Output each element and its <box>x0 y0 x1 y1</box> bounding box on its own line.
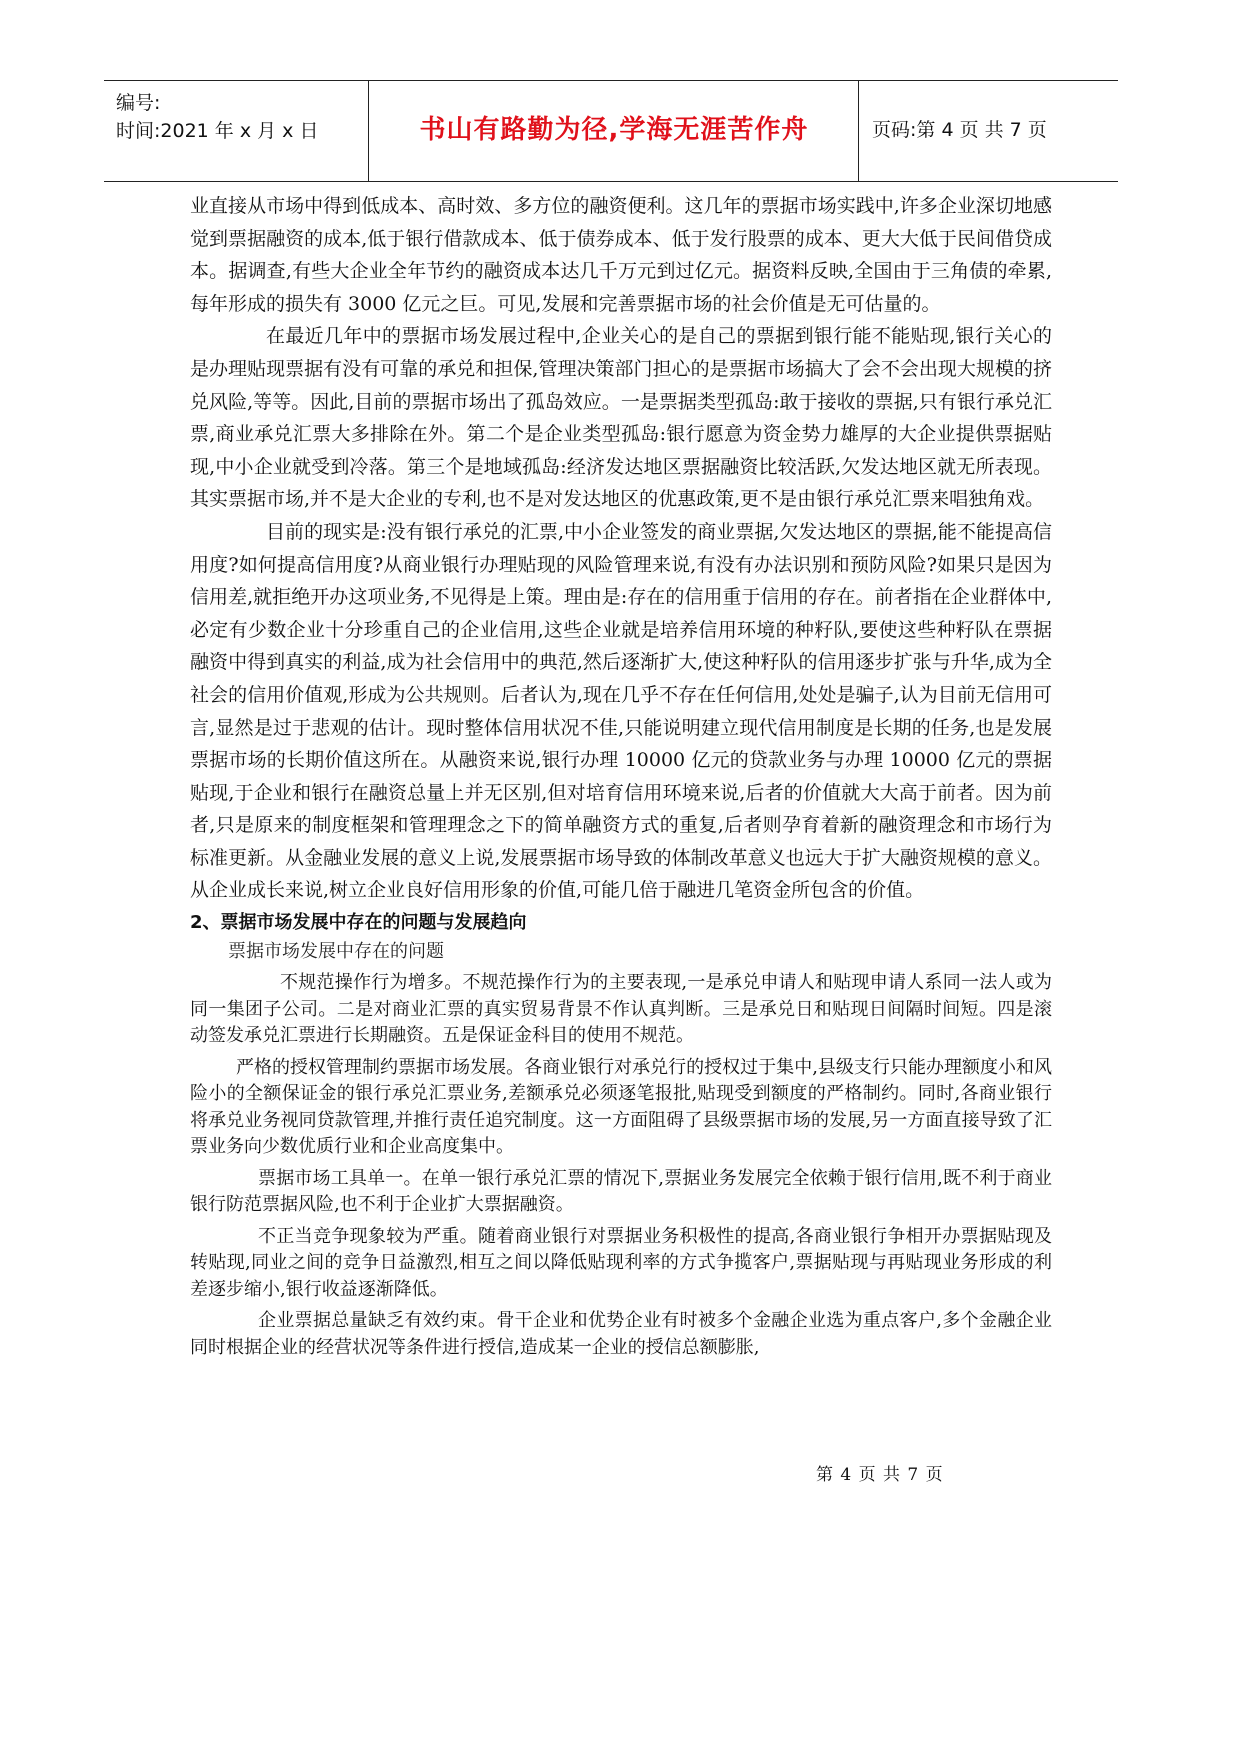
page-header <box>104 80 1118 182</box>
paragraph-3: 目前的现实是:没有银行承兑的汇票,中小企业签发的商业票据,欠发达地区的票据,能不能提高信用度?如何提高信用度?从商业银行办理贴现的风险管理来说,有没有办法识别和预防风险?如果只是因为信用差,就拒绝开办这项业务,不见得是上策。理由是:存在的信用重于信用的存在。前者指在企业群体中,必定有少数企业十分珍重自己的企业信用,这些企业就是培养信用环境的种籽队,要使这些种籽队在票据融资中得到真实的利益,成为社会信用中的典范,然后逐渐扩大,使这种籽队的信用逐步扩张与升华,成为全社会的信用价值观,形成为公共规则。后者认为,现在几乎不存在任何信用,处处是骗子,认为目前无信用可言,显然是过于悲观的估计。现时整体信用状况不佳,只能说明建立现代信用制度是长期的任务,也是发展票据市场的长期价值这所在。从融资来说,银行办理 10000 亿元的贷款业务与办理 10000 亿元的票据贴现,于企业和银行在融资总量上并无区别,但对培育信用环境来说,后者的价值就大大高于前者。因为前者,只是原来的制度框架和管理理念之下的简单融资方式的重复,后者则孕育着新的融资理念和市场行为标准更新。从金融业发展的意义上说,发展票据市场导致的体制改革意义也远大于扩大融资规模的意义。从企业成长来说,树立企业良好信用形象的价值,可能几倍于融进几笔资金所包含的价值。 <box>190 520 1052 902</box>
header-page-number: 页码:第 4 页 共 7 页 <box>872 119 1047 141</box>
section-heading: 2、票据市场发展中存在的问题与发展趋向 <box>190 912 527 934</box>
page-footer-number: 第 4 页 共 7 页 <box>816 1465 944 1485</box>
header-divider-right <box>858 81 859 181</box>
document-time-label: 时间:2021 年 x 月 x 日 <box>116 120 319 142</box>
paragraph-6: 票据市场工具单一。在单一银行承兑汇票的情况下,票据业务发展完全依赖于银行信用,既不利于商业银行防范票据风险,也不利于企业扩大票据融资。 <box>190 1167 1052 1216</box>
document-number-label: 编号: <box>116 92 161 114</box>
header-divider-left <box>368 81 369 181</box>
paragraph-5: 严格的授权管理制约票据市场发展。各商业银行对承兑行的授权过于集中,县级支行只能办理额度小和风险小的全额保证金的银行承兑汇票业务,差额承兑必须逐笔报批,贴现受到额度的严格制约。同时,各商业银行将承兑业务视同贷款管理,并推行责任追究制度。这一方面阻碍了县级票据市场的发展,另一方面直接导致了汇票业务向少数优质行业和企业高度集中。 <box>190 1056 1052 1158</box>
header-meta <box>116 89 366 145</box>
header-motto: 书山有路勤为径,学海无涯苦作舟 <box>419 115 809 145</box>
paragraph-1: 业直接从市场中得到低成本、高时效、多方位的融资便利。这几年的票据市场实践中,许多企业深切地感觉到票据融资的成本,低于银行借款成本、低于债券成本、低于发行股票的成本、更大大低于民间借贷成本。据调查,有些大企业全年节约的融资成本达几千万元到过亿元。据资料反映,全国由于三角债的牵累,每年形成的损失有 3000 亿元之巨。可见,发展和完善票据市场的社会价值是无可估量的。 <box>190 195 1052 315</box>
document-body <box>190 190 1052 1366</box>
paragraph-7: 不正当竞争现象较为严重。随着商业银行对票据业务积极性的提高,各商业银行争相开办票据贴现及转贴现,同业之间的竞争日益激烈,相互之间以降低贴现利率的方式争揽客户,票据贴现与再贴现业务形成的利差逐步缩小,银行收益逐渐降低。 <box>190 1225 1052 1300</box>
paragraph-8: 企业票据总量缺乏有效约束。骨干企业和优势企业有时被多个金融企业选为重点客户,多个金融企业同时根据企业的经营状况等条件进行授信,造成某一企业的授信总额膨胀, <box>190 1310 1052 1358</box>
subsection-heading: 票据市场发展中存在的问题 <box>228 941 444 963</box>
paragraph-4: 不规范操作行为增多。不规范操作行为的主要表现,一是承兑申请人和贴现申请人系同一法人或为同一集团子公司。二是对商业汇票的真实贸易背景不作认真判断。三是承兑日和贴现日间隔时间短。四是滚动签发承兑汇票进行长期融资。五是保证金科目的使用不规范。 <box>190 972 1052 1047</box>
paragraph-2: 在最近几年中的票据市场发展过程中,企业关心的是自己的票据到银行能不能贴现,银行关心的是办理贴现票据有没有可靠的承兑和担保,管理决策部门担心的是票据市场搞大了会不会出现大规模的挤兑风险,等等。因此,目前的票据市场出了孤岛效应。一是票据类型孤岛:敢于接收的票据,只有银行承兑汇票,商业承兑汇票大多排除在外。第二个是企业类型孤岛:银行愿意为资金势力雄厚的大企业提供票据贴现,中小企业就受到冷落。第三个是地域孤岛:经济发达地区票据融资比较活跃,欠发达地区就无所表现。其实票据市场,并不是大企业的专利,也不是对发达地区的优惠政策,更不是由银行承兑汇票来唱独角戏。 <box>190 325 1052 511</box>
